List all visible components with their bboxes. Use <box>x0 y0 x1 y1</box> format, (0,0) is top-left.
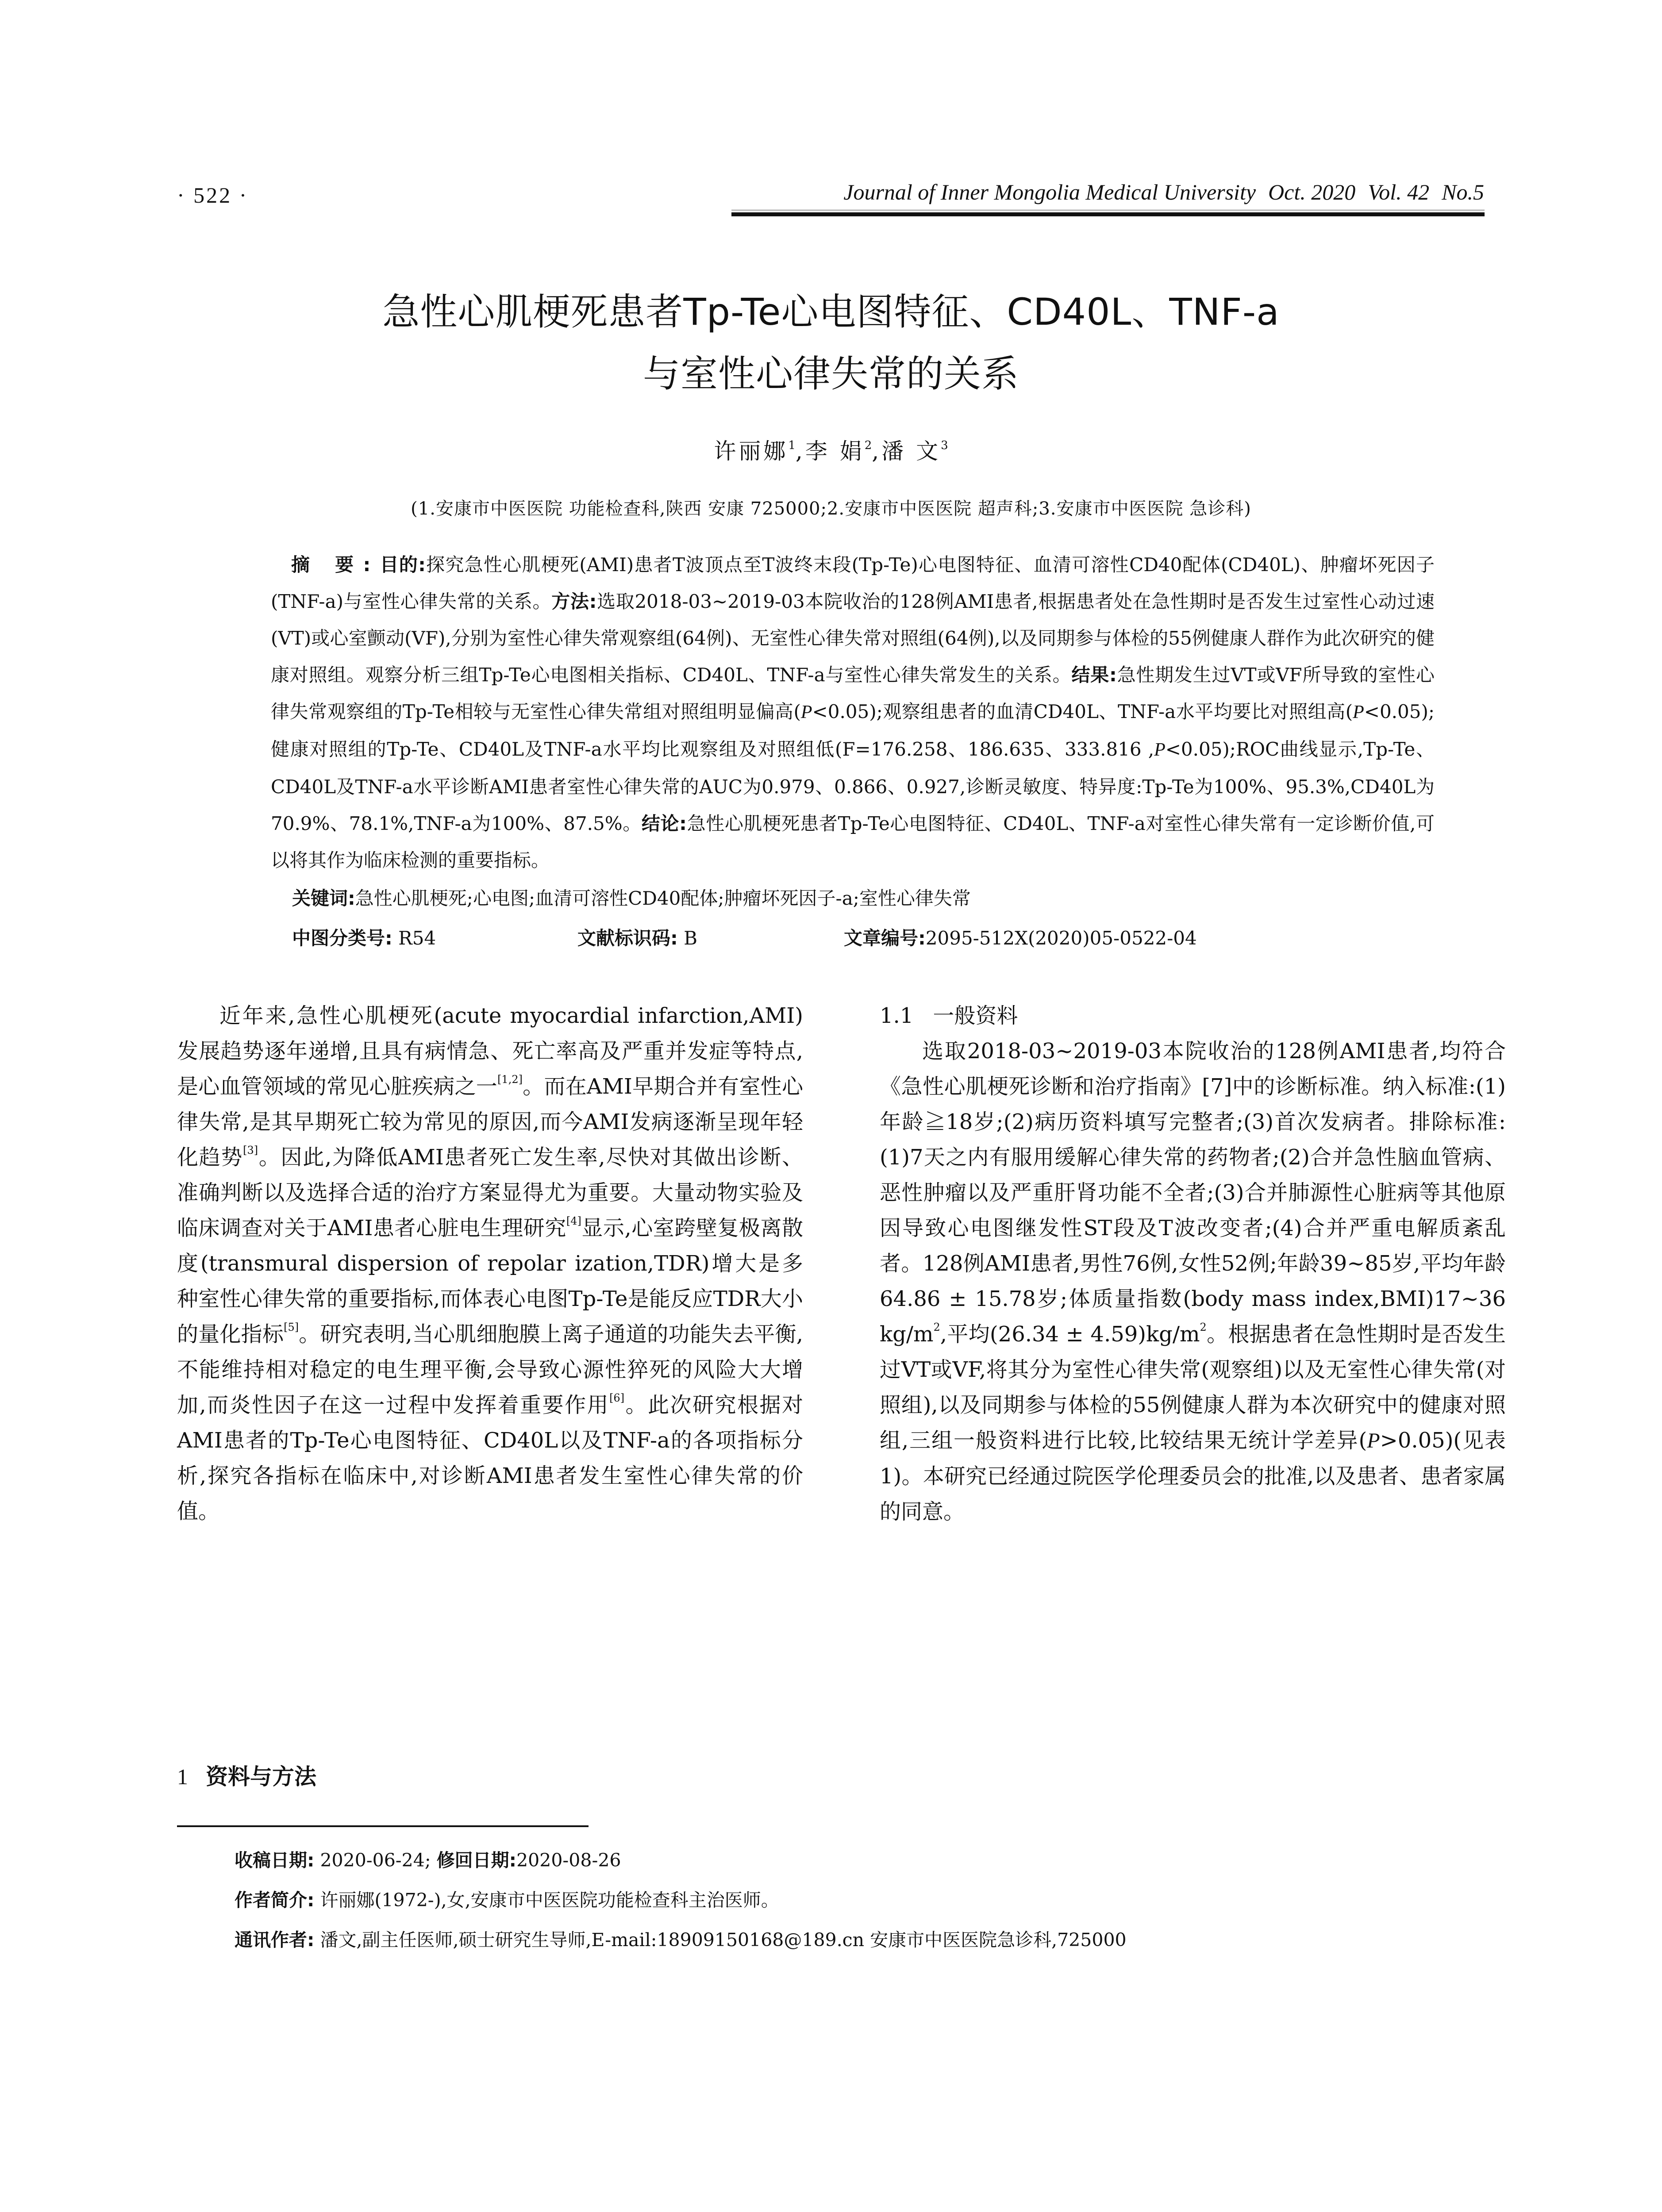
citation[interactable]: [1,2] <box>497 1073 523 1086</box>
results-text: <0.05);观察组患者的血清CD40L、TNF-a水平均要比对照组高( <box>812 701 1353 722</box>
volume: Vol. 42 <box>1368 180 1430 204</box>
body-column-right <box>880 998 1506 1529</box>
article-number-label: 文章编号: <box>844 927 926 949</box>
clc-label: 中图分类号: <box>292 927 392 949</box>
header-rule-thin <box>731 210 1485 211</box>
keywords <box>292 879 1662 918</box>
article-number <box>844 918 1197 958</box>
body-columns <box>0 998 1662 1821</box>
general-data-paragraph <box>880 1033 1506 1529</box>
body-text: 显示,心室跨壁复极离散度(transmural dispersion of repolar ization,TDR)增大是多种室性心律失常的重要指标,而体表心电图Tp-Te是能反应TDR大小的量化指标 <box>177 1216 803 1347</box>
objective-text: 探究急性心肌梗死(AMI)患者T波顶点至T波终末段(Tp-Te)心电图特征、血清可溶性CD40配体(CD40L)、肿瘤坏死因子(TNF-a)与室性心律失常的关系。 <box>271 554 1435 612</box>
author-affiliation-mark: 3 <box>941 439 948 452</box>
body-text: 。根据患者在急性期时是否发生过VT或VF,将其分为室性心律失常(观察组)以及无室性心律失常(对照组),以及同期参与体检的55例健康人群为本次研究中的健康对照组,三组一般资料进行比较,比较结果无统计学差异( <box>880 1322 1506 1453</box>
author-bio-label: 作者简介: <box>235 1889 315 1911</box>
methods-text: 选取2018-03~2019-03本院收治的128例AMI患者,根据患者处在急性期时是否发生过室性心动过速(VT)或心室颤动(VF),分别为室性心律失常观察组(64例)、无室性心律失常对照组(64例),以及同期参与体检的55例健康人群作为此次研究的健康对照组。观察分析三组Tp-Te心电图相关指标、CD40L、TNF-a与室性心律失常发生的关系。 <box>271 591 1435 686</box>
author-name: 李 娟 <box>805 438 865 464</box>
footnotes <box>0 1840 1662 1960</box>
journal-name: Journal of Inner Mongolia Medical University <box>843 180 1256 204</box>
author-affiliation-mark: 2 <box>864 439 872 452</box>
running-header <box>0 0 1662 219</box>
page-number: · 522 · <box>177 183 249 207</box>
body-text: 。因此,为降低AMI患者死亡发生率,尽快对其做出诊断、准确判断以及选择合适的治疗方案显得尤为重要。大量动物实验及临床调查对关于AMI患者心脏电生理研究 <box>177 1145 803 1240</box>
p-value-symbol: P <box>800 702 812 722</box>
author-affiliation-mark: 1 <box>788 439 796 452</box>
article-number-value: 2095-512X(2020)05-0522-04 <box>925 927 1197 949</box>
body-text: 。而在AMI早期合并有室性心律失常,是其早期死亡较为常见的原因,而今AMI发病逐渐呈现年轻化趋势 <box>177 1074 803 1170</box>
body-text: >0.05)(见表1)。本研究已经通过院医学伦理委员会的批准,以及患者、患者家属的同意。 <box>880 1428 1506 1524</box>
footnote-author-bio <box>235 1880 1662 1920</box>
conclusion-text: 急性心肌梗死患者Tp-Te心电图特征、CD40L、TNF-a对室性心律失常有一定诊断价值,可以将其作为临床检测的重要指标。 <box>271 813 1435 871</box>
subsection-heading <box>880 998 1506 1033</box>
keywords-label: 关键词: <box>292 887 355 909</box>
author-list: 许丽娜$^1$,李 娟$^2$,潘 文$^3$ <box>714 438 948 464</box>
conclusion-label: 结论: <box>641 813 687 834</box>
citation[interactable]: [4] <box>566 1215 581 1227</box>
section-title: 资料与方法 <box>206 1764 316 1790</box>
superscript: 2 <box>933 1321 940 1333</box>
journal-running-head <box>843 179 1484 205</box>
document-code-value: B <box>677 927 698 949</box>
clc-value: R54 <box>392 927 436 949</box>
issue-number: No.5 <box>1442 180 1484 204</box>
document-code <box>577 918 697 958</box>
article-title-line-1: 急性心肌梗死患者Tp-Te心电图特征、CD40L、TNF-a <box>382 290 1280 334</box>
section-heading <box>177 1759 316 1794</box>
subsection-title: 一般资料 <box>933 1003 1018 1028</box>
results-text: 急性期发生过VT或VF所导致的室性心律失常观察组的Tp-Te相较与无室性心律失常组对照组明显偏高( <box>271 664 1435 722</box>
footnote-corresponding-author <box>235 1920 1662 1960</box>
citation[interactable]: [3] <box>243 1144 258 1156</box>
methods-label: 方法: <box>551 591 597 612</box>
body-text: 。研究表明,当心肌细胞膜上离子通道的功能失去平衡,不能维持相对稳定的电生理平衡,会导致心源性猝死的风险大大增加,而炎性因子在这一过程中发挥着重要作用 <box>177 1322 803 1417</box>
results-text: <0.05);ROC曲线显示,Tp-Te、CD40L及TNF-a水平诊断AMI患者室性心律失常的AUC为0.979、0.866、0.927,诊断灵敏度、特异度:Tp-Te为100%、95.3%,CD40L为70.9%、78.1%,TNF-a为100%、87.5%。 <box>271 738 1435 834</box>
footnote-dates <box>235 1840 1662 1880</box>
author-name: 许丽娜 <box>714 438 789 464</box>
superscript: 2 <box>1200 1321 1207 1333</box>
revised-date: 2020-08-26 <box>516 1850 621 1871</box>
corresponding-author[interactable]: 潘文,副主任医师,硕士研究生导师,E-mail:18909150168@189.cn 安康市中医医院急诊科,725000 <box>314 1929 1127 1951</box>
body-text: 近年来,急性心肌梗死(acute myocardial infarction,AMI)发展趋势逐年递增,且具有病情急、死亡率高及严重并发症等特点,是心血管领域的常见心脏疾病之一 <box>177 1003 803 1099</box>
received-date: 2020-06-24; <box>314 1850 437 1871</box>
intro-paragraph <box>177 998 803 1529</box>
corresponding-label: 通讯作者: <box>235 1929 315 1951</box>
results-text: <0.05);健康对照组的Tp-Te、CD40L及TNF-a水平均比观察组及对照组低(F=176.258、186.635、333.816 , <box>271 701 1435 760</box>
issue-date: Oct. 2020 <box>1268 180 1356 204</box>
p-value-symbol: P <box>1353 702 1364 722</box>
clc-number <box>292 918 436 958</box>
subsection-number: 1.1 <box>880 1003 914 1028</box>
body-column-left <box>177 998 803 1790</box>
classification-row <box>292 918 1662 958</box>
author-name: 潘 文 <box>881 438 941 464</box>
citation[interactable]: [5] <box>284 1321 299 1333</box>
p-value-symbol: P <box>1154 740 1166 760</box>
body-text: ,平均(26.34 ± 4.59)kg/m <box>940 1322 1200 1347</box>
document-code-label: 文献标识码: <box>577 927 678 949</box>
body-text: 选取2018-03~2019-03本院收治的128例AMI患者,均符合《急性心肌梗死诊断和治疗指南》[7]中的诊断标准。纳入标准:(1)年龄≧18岁;(2)病历资料填写完整者;(3)首次发病者。排除标准:(1)7天之内有服用缓解心律失常的药物者;(2)合并急性脑血管病、恶性肿瘤以及严重肝肾功能不全者;(3)合并肺源性心脏病等其他原因导致心电图继发性ST段及T波改变者;(4)合并严重电解质紊乱者。128例AMI患者,男性76例,女性52例;年龄39~85岁,平均年龄64.86 ± 15.78岁;体质量指数(body mass index,BMI)17~36 kg/m <box>880 1039 1506 1347</box>
revised-label: 修回日期: <box>436 1850 517 1871</box>
article-title-line-2: 与室性心律失常的关系 <box>642 352 1019 396</box>
results-label: 结果: <box>1071 664 1117 686</box>
header-rule <box>731 212 1485 216</box>
section-number: 1 <box>177 1764 188 1789</box>
keywords-value: 急性心肌梗死;心电图;血清可溶性CD40配体;肿瘤坏死因子-a;室性心律失常 <box>355 887 971 909</box>
objective-label: 目的: <box>379 554 426 576</box>
p-value-symbol: P <box>1367 1429 1380 1452</box>
footnote-rule <box>177 1825 589 1827</box>
citation[interactable]: [6] <box>609 1392 625 1404</box>
affiliations: (1.安康市中医医院 功能检查科,陕西 安康 725000;2.安康市中医医院 超声科;3.安康市中医医院 急诊科) <box>411 499 1251 519</box>
abstract <box>271 546 1435 879</box>
body-text: 。此次研究根据对AMI患者的Tp-Te心电图特征、CD40L以及TNF-a的各项指标分析,探究各指标在临床中,对诊断AMI患者发生室性心律失常的价值。 <box>177 1393 803 1524</box>
abstract-label: 摘 要: <box>291 554 380 576</box>
received-label: 收稿日期: <box>235 1850 315 1871</box>
author-bio: 许丽娜(1972-),女,安康市中医医院功能检查科主治医师。 <box>314 1889 779 1911</box>
